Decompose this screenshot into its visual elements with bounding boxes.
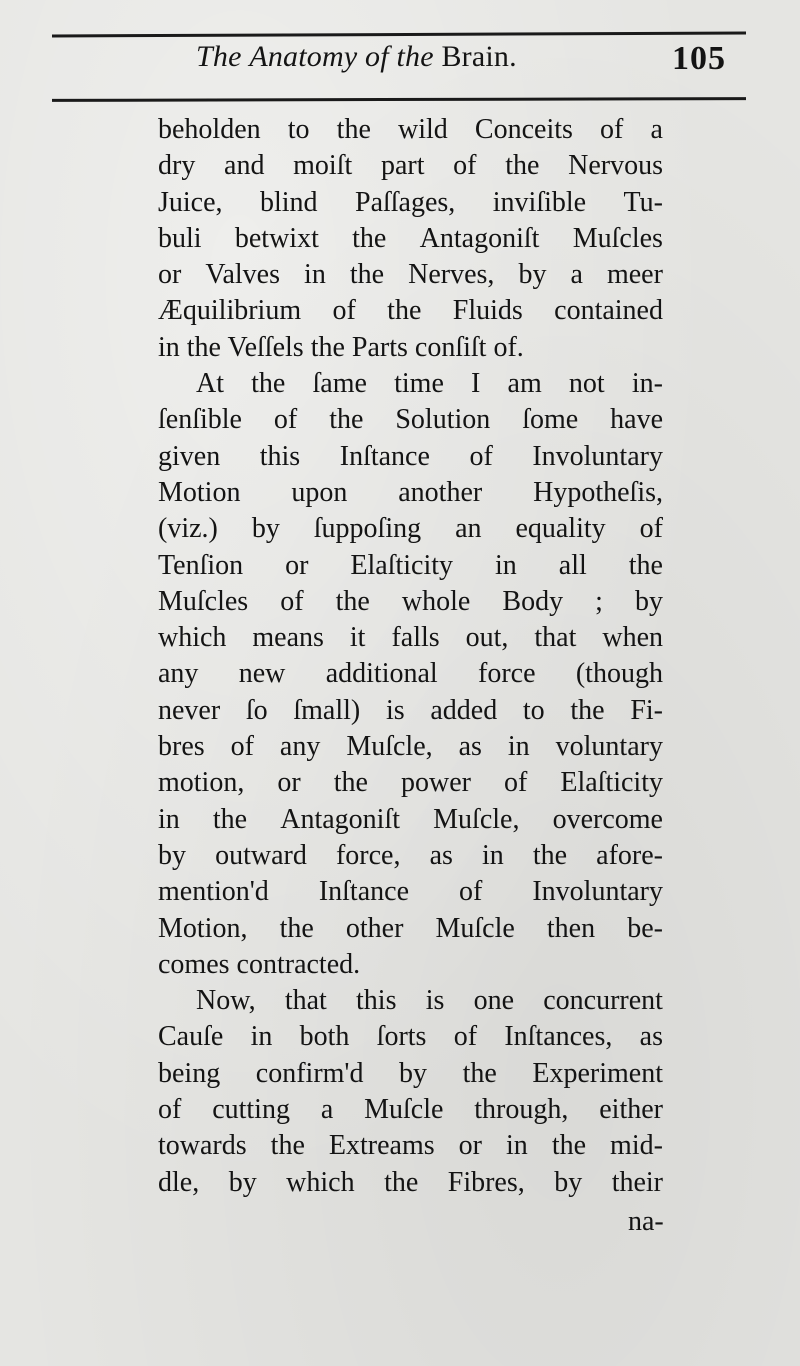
- word: time: [394, 368, 444, 400]
- word: Inſtances,: [504, 1021, 613, 1053]
- text-line: [158, 802, 663, 838]
- word: Muſcles: [158, 585, 249, 617]
- word: and: [224, 150, 265, 182]
- running-head-anatomy: Anatomy of the: [249, 40, 434, 73]
- word: added: [430, 694, 498, 726]
- word: in: [506, 1130, 528, 1162]
- running-head: [196, 40, 517, 74]
- word: Muſcle,: [346, 731, 433, 763]
- word: mid-: [610, 1130, 663, 1162]
- word: of: [453, 1021, 478, 1053]
- word: either: [599, 1094, 663, 1126]
- word: in: [250, 1021, 273, 1053]
- word: ſorts: [376, 1021, 427, 1053]
- word: moiſt: [293, 150, 353, 182]
- word: Tenſion: [158, 549, 244, 581]
- text-line: [158, 729, 663, 765]
- word: to: [522, 694, 545, 726]
- word: ſo: [245, 694, 268, 726]
- word: additional: [325, 658, 438, 690]
- word: Antagoniſt: [419, 222, 540, 254]
- word: the: [505, 150, 540, 182]
- word: force: [478, 658, 536, 690]
- word: a: [650, 114, 663, 145]
- word: or: [277, 767, 301, 799]
- word: out,: [465, 622, 509, 654]
- word: the: [336, 114, 371, 145]
- word: that: [534, 622, 577, 654]
- word: by: [399, 1057, 428, 1089]
- text-line: [158, 584, 663, 620]
- word: ſuppoſing: [313, 513, 422, 545]
- word: the: [384, 1166, 419, 1198]
- word: ſame: [312, 368, 367, 400]
- word: is: [425, 985, 445, 1017]
- word: any: [279, 731, 321, 763]
- word: means: [252, 622, 324, 654]
- word: afore-: [596, 839, 663, 871]
- text-line: [158, 838, 663, 874]
- word: all: [558, 549, 587, 581]
- word: the: [333, 767, 368, 799]
- text-line: in the Veſſels the Parts conſiſt of.: [158, 331, 524, 363]
- word: of: [469, 440, 493, 472]
- word: Involuntary: [532, 440, 663, 472]
- word: to: [287, 114, 310, 145]
- text-line: [158, 1092, 663, 1128]
- text-line: [158, 148, 663, 184]
- word: or: [285, 549, 309, 581]
- word: the: [532, 839, 568, 871]
- word: Solution: [395, 404, 491, 436]
- text-line: [158, 1165, 663, 1201]
- word: through,: [474, 1094, 569, 1126]
- word: power: [400, 767, 471, 799]
- word: Muſcle,: [433, 803, 520, 835]
- word: concurrent: [543, 985, 663, 1017]
- word: the: [279, 912, 314, 944]
- running-head-brain: Brain.: [441, 40, 517, 73]
- word: confirm'd: [255, 1057, 364, 1089]
- text-line: [158, 1019, 663, 1055]
- word: overcome: [552, 803, 663, 835]
- word: in: [304, 259, 326, 291]
- word: the: [462, 1057, 497, 1089]
- body-text: [158, 112, 663, 1201]
- word: the: [387, 295, 422, 327]
- word: Inſtance: [339, 440, 430, 472]
- text-line: comes contracted.: [158, 948, 361, 980]
- word: by: [554, 1166, 583, 1198]
- word: an: [455, 513, 482, 545]
- word: Involuntary: [532, 876, 663, 908]
- word: of: [453, 150, 477, 182]
- word: Valves: [205, 259, 281, 291]
- word: be-: [627, 912, 663, 944]
- word: outward: [215, 839, 307, 871]
- word: Fi-: [630, 694, 663, 726]
- word: towards: [158, 1130, 247, 1162]
- text-line: [158, 185, 663, 221]
- word: meer: [606, 259, 663, 291]
- word: by: [228, 1166, 257, 1198]
- word: Fluids: [452, 295, 523, 327]
- word: by: [158, 839, 186, 871]
- word: never: [158, 694, 221, 726]
- word: in: [481, 839, 504, 871]
- word: upon: [291, 476, 348, 508]
- word: Æquilibrium: [158, 295, 302, 327]
- word: Hypotheſis,: [533, 476, 663, 508]
- text-line: [158, 1056, 663, 1092]
- word: Experiment: [532, 1057, 663, 1089]
- word: as: [429, 839, 453, 871]
- word: in: [507, 731, 530, 763]
- word: inviſible: [492, 186, 587, 218]
- word: (viz.): [158, 513, 218, 545]
- word: when: [602, 622, 663, 654]
- text-line: [158, 475, 663, 511]
- word: another: [398, 476, 483, 508]
- word: in: [158, 803, 180, 835]
- word: any: [158, 658, 199, 690]
- word: by: [634, 585, 663, 617]
- word: the: [270, 1130, 305, 1162]
- word: have: [610, 404, 663, 436]
- word: dle,: [158, 1166, 200, 1198]
- word: part: [380, 150, 425, 182]
- word: which: [158, 622, 227, 654]
- word: the: [551, 1130, 587, 1162]
- text-line: [158, 439, 663, 475]
- word: of: [230, 731, 254, 763]
- word: the: [212, 803, 248, 835]
- text-line: [158, 293, 663, 329]
- word: At: [196, 368, 224, 400]
- word: Inſtance: [318, 876, 409, 908]
- word: cutting: [212, 1094, 290, 1126]
- text-line: [158, 402, 663, 438]
- word: by: [251, 513, 280, 545]
- word: Now,: [196, 985, 256, 1017]
- word: of: [273, 404, 298, 436]
- text-line: [158, 620, 663, 656]
- word: force,: [335, 839, 401, 871]
- word: ſenſible: [158, 404, 242, 436]
- word: mention'd: [158, 876, 269, 908]
- word: that: [284, 985, 327, 1017]
- word: of: [280, 585, 304, 617]
- word: it: [349, 622, 366, 654]
- text-line: [158, 221, 663, 257]
- header-rule-top: [52, 31, 746, 37]
- text-line: [158, 656, 663, 692]
- word: then: [546, 912, 596, 944]
- word: by: [518, 259, 547, 291]
- word: Elaſticity: [350, 549, 454, 581]
- page-number: 105: [672, 40, 726, 77]
- word: is: [385, 694, 405, 726]
- word: this: [356, 985, 397, 1017]
- word: which: [286, 1166, 355, 1198]
- word: ſmall): [293, 694, 361, 726]
- word: of: [459, 876, 483, 908]
- word: blind: [259, 186, 318, 218]
- word: Muſcle: [364, 1094, 444, 1126]
- word: one: [473, 985, 515, 1017]
- word: being: [158, 1057, 221, 1089]
- text-line: [158, 511, 663, 547]
- word: Cauſe: [158, 1021, 224, 1053]
- word: in-: [631, 368, 663, 400]
- word: the: [352, 222, 387, 254]
- word: Nervous: [568, 150, 663, 182]
- word: Elaſticity: [560, 767, 663, 799]
- word: Juice,: [158, 186, 223, 218]
- word: other: [345, 912, 404, 944]
- word: the: [335, 585, 370, 617]
- word: their: [611, 1166, 663, 1198]
- word: the: [251, 368, 286, 400]
- word: am: [507, 368, 542, 400]
- word: or: [158, 259, 182, 291]
- word: Conceits: [474, 114, 573, 145]
- text-line: [158, 911, 663, 947]
- text-line: [158, 112, 663, 148]
- word: dry: [158, 150, 196, 182]
- word: Paſſages,: [355, 186, 456, 218]
- text-line: [158, 1128, 663, 1164]
- word: beholden: [158, 114, 261, 145]
- word: of: [600, 114, 624, 145]
- word: Motion,: [158, 912, 248, 944]
- word: or: [458, 1130, 482, 1162]
- word: both: [299, 1021, 350, 1053]
- word: falls: [391, 622, 440, 654]
- word: bres: [158, 731, 205, 763]
- word: of: [332, 295, 356, 327]
- text-line: [158, 765, 663, 801]
- word: not: [568, 368, 605, 400]
- word: the: [349, 259, 385, 291]
- text-line: [158, 548, 663, 584]
- word: given: [158, 440, 221, 472]
- word: this: [259, 440, 301, 472]
- word: betwixt: [234, 222, 319, 254]
- word: voluntary: [555, 731, 663, 763]
- header-rule-bottom: [52, 97, 746, 102]
- word: (though: [575, 658, 663, 690]
- word: as: [458, 731, 482, 763]
- word: new: [238, 658, 286, 690]
- word: Extreams: [328, 1130, 435, 1162]
- word: Antagoniſt: [280, 803, 401, 835]
- text-line: [158, 366, 663, 402]
- word: as: [639, 1021, 663, 1053]
- word: Motion: [158, 476, 241, 508]
- catchword: na-: [628, 1206, 664, 1237]
- word: I: [471, 368, 481, 400]
- word: the: [628, 549, 663, 581]
- text-line: [158, 983, 663, 1019]
- text-line: [158, 693, 663, 729]
- text-line: [158, 874, 663, 910]
- word: Muſcle: [435, 912, 515, 944]
- word: Body: [502, 585, 564, 617]
- word: the: [329, 404, 364, 436]
- word: Fibres,: [447, 1166, 525, 1198]
- word: in: [495, 549, 517, 581]
- word: buli: [158, 222, 202, 254]
- word: contained: [554, 295, 663, 327]
- word: of: [504, 767, 528, 799]
- word: equality: [515, 513, 606, 545]
- word: ;: [595, 585, 603, 617]
- word: Muſcles: [572, 222, 663, 254]
- word: of: [158, 1094, 182, 1126]
- word: Tu-: [623, 186, 663, 218]
- word: wild: [398, 114, 448, 145]
- running-head-the: The: [196, 40, 242, 73]
- word: Nerves,: [408, 259, 495, 291]
- word: the: [570, 694, 605, 726]
- text-line: [158, 257, 663, 293]
- word: of: [639, 513, 663, 545]
- word: motion,: [158, 767, 245, 799]
- word: ſome: [522, 404, 579, 436]
- word: a: [320, 1094, 334, 1126]
- word: a: [570, 259, 583, 291]
- word: whole: [401, 585, 471, 617]
